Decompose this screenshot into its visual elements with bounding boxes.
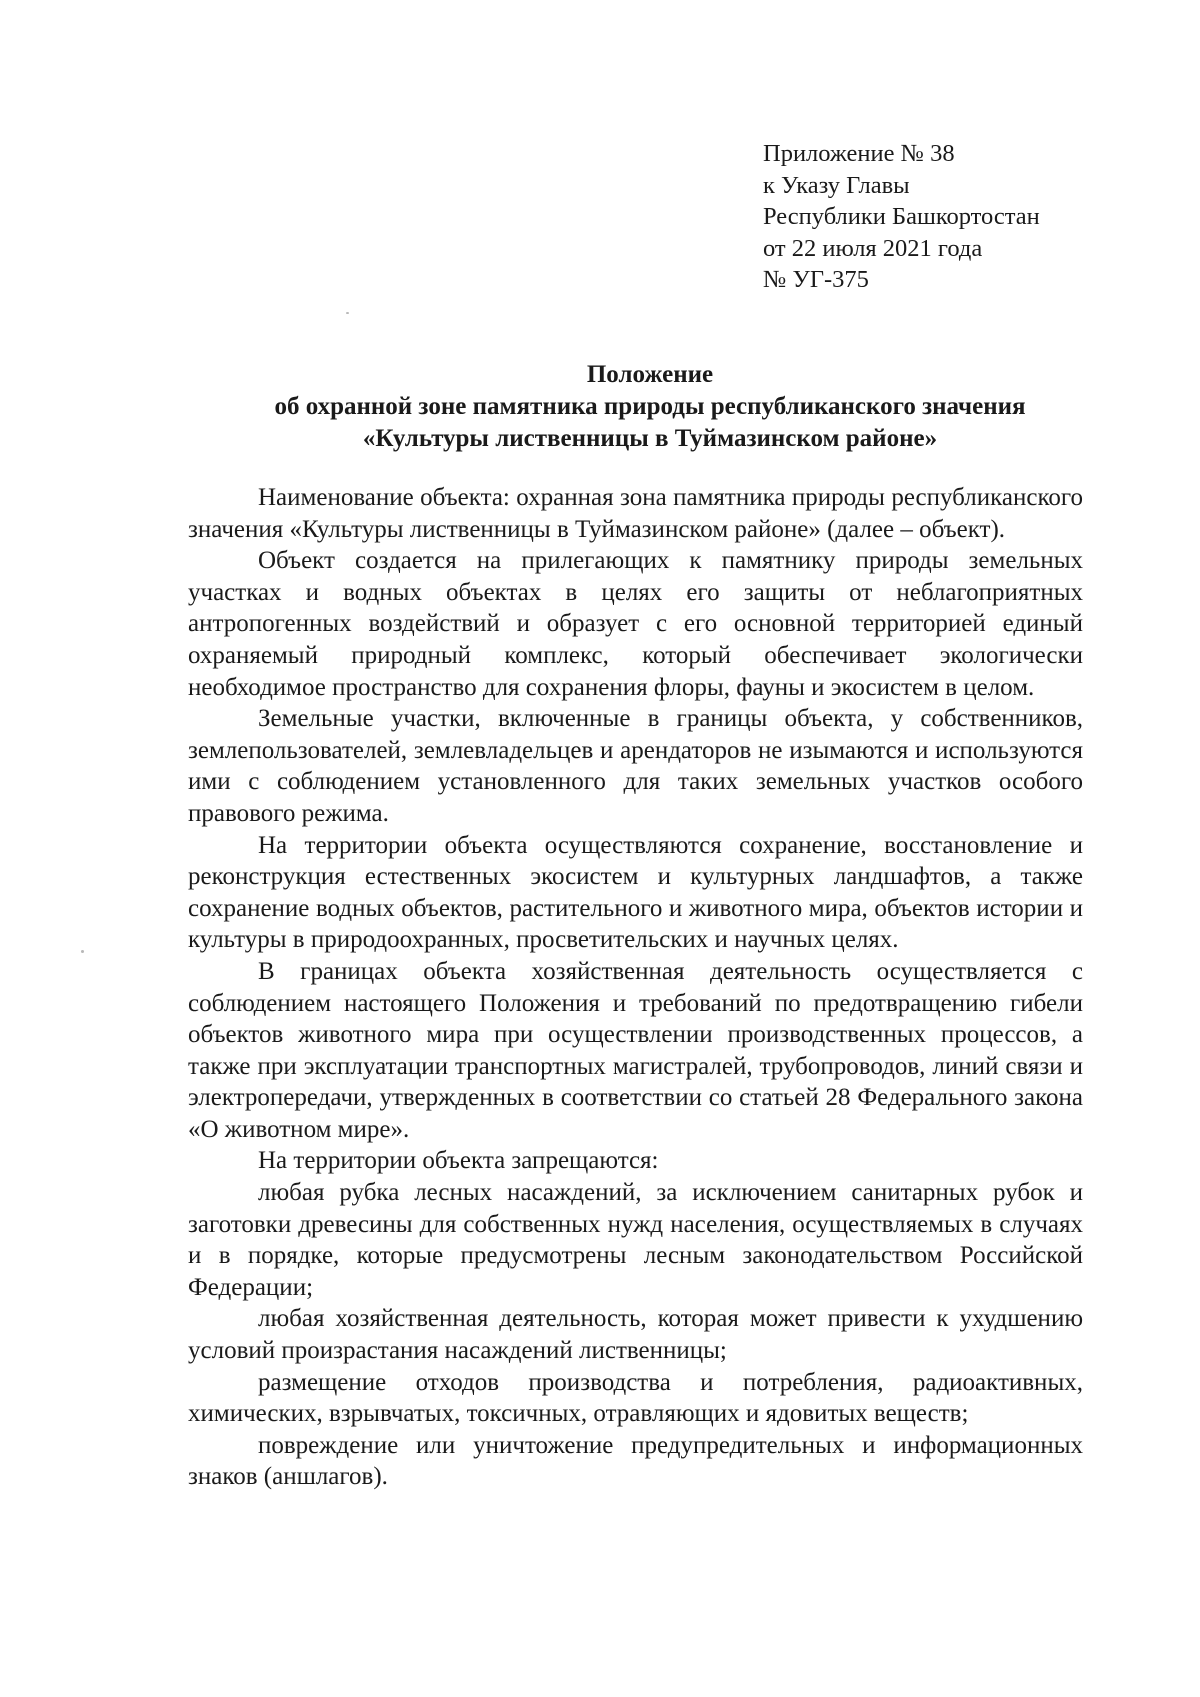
title-line: «Культуры лиственницы в Туймазинском районе» (362, 425, 938, 452)
appendix-line: от 22 июля 2021 года (763, 234, 983, 262)
scan-speck (81, 950, 84, 953)
prohibition-item: повреждение или уничтожение предупредительных и информационных знаков (аншлагов). (188, 1431, 1083, 1491)
appendix-line: № УГ-375 (763, 266, 869, 293)
document-body (188, 482, 1083, 1493)
appendix-line: к Указу Главы (763, 171, 910, 199)
body-paragraph: Наименование объекта: охранная зона памятника природы республиканского значения «Культуры лиственницы в Туймазинском районе» (далее – объект). (188, 484, 1083, 543)
title-line: Положение (586, 361, 714, 388)
prohibition-item: любая хозяйственная деятельность, которая может привести к ухудшению условий произрастания насаждений лиственницы; (188, 1305, 1083, 1365)
appendix-line: Приложение № 38 (763, 140, 955, 167)
appendix-reference (763, 138, 1040, 296)
body-paragraph: Земельные участки, включенные в границы объекта, у собственников, землепользователей, землевладельцев и арендаторов не изымаются и используются ими с соблюдением установленного для таких земельных участков особого правового режима. (188, 705, 1083, 827)
body-paragraph: На территории объекта осуществляются сохранение, восстановление и реконструкция естественных экосистем и культурных ландшафтов, а также сохранение водных объектов, растительного и животного мира, объектов истории и культуры в природоохранных, просветительских и научных целях. (188, 831, 1083, 954)
title-line: об охранной зоне памятника природы республиканского значения (274, 393, 1026, 420)
prohibition-item: размещение отходов производства и потребления, радиоактивных, химических, взрывчатых, токсичных, отравляющих и ядовитых веществ; (188, 1368, 1083, 1428)
body-paragraph: Объект создается на прилегающих к памятнику природы земельных участках и водных объектах в целях его защиты от неблагоприятных антропогенных воздействий и образует с его основной территорией единый охраняемый природный комплекс, который обеспечивает экологически необходимое пространство для сохранения флоры, фауны и экосистем в целом. (188, 547, 1083, 701)
document-title (0, 359, 1200, 455)
prohibition-item: любая рубка лесных насаждений, за исключением санитарных рубок и заготовки древесины для собственных нужд населения, осуществляемых в случаях и в порядке, которые предусмотрены лесным законодательством Российской Федерации; (188, 1179, 1083, 1301)
scan-speck (346, 312, 349, 314)
body-paragraph: В границах объекта хозяйственная деятельность осуществляется с соблюдением настоящего Положения и требований по предотвращению гибели объектов животного мира при осуществлении производственных процессов, а также при эксплуатации транспортных магистралей, трубопроводов, линий связи и электропередачи, утвержденных в соответствии со статьей 28 Федерального закона «О животном мире». (188, 957, 1083, 1143)
body-paragraph: На территории объекта запрещаются: (258, 1147, 659, 1175)
appendix-line: Республики Башкортостан (763, 203, 1040, 230)
